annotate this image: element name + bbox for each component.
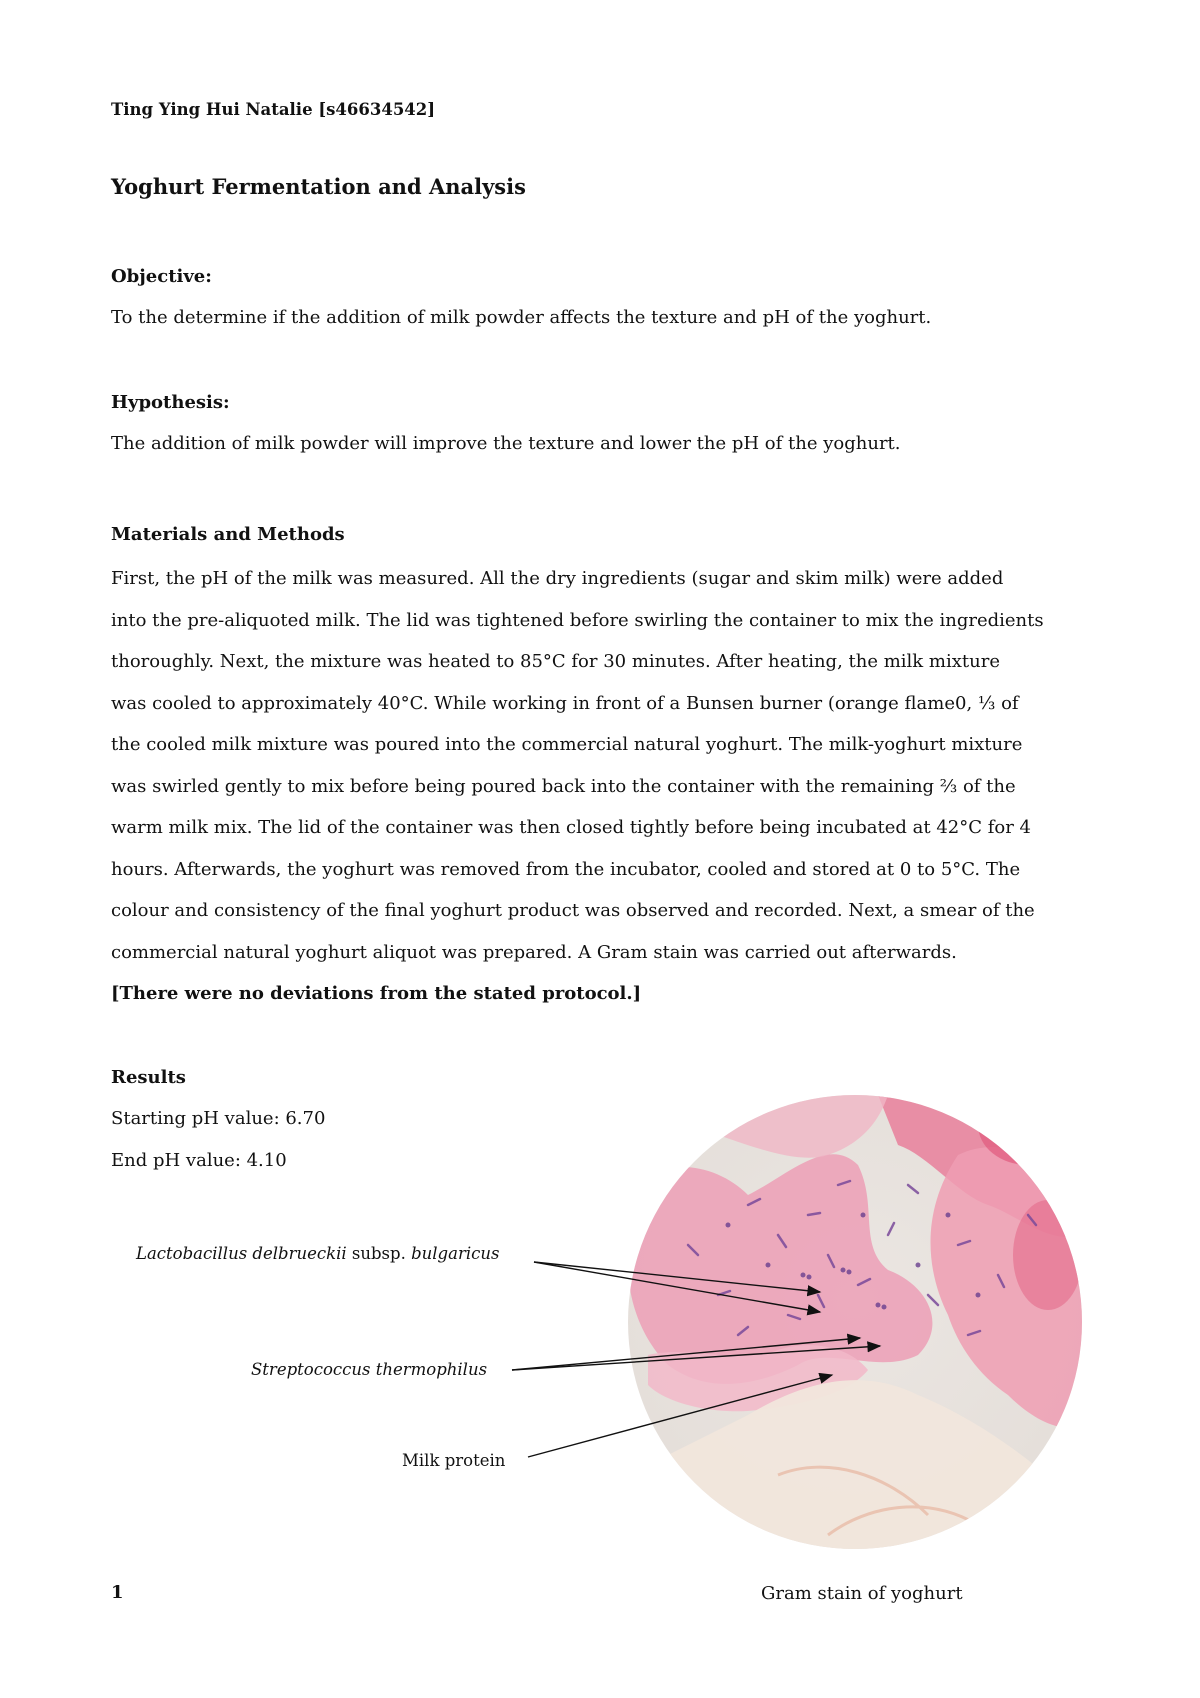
page-number: 1 xyxy=(111,1582,124,1603)
methods-line: thoroughly. Next, the mixture was heated to 85°C for 30 minutes. After heating, the milk mixture xyxy=(111,651,1000,672)
label-streptococcus: Streptococcus thermophilus xyxy=(251,1360,488,1379)
document-title: Yoghurt Fermentation and Analysis xyxy=(111,174,526,199)
methods-line: colour and consistency of the final yoghurt product was observed and recorded. Next, a smear of the xyxy=(111,900,1035,921)
methods-body xyxy=(111,558,1111,1015)
figure-caption: Gram stain of yoghurt xyxy=(761,1583,963,1604)
hypothesis-heading: Hypothesis: xyxy=(111,392,230,413)
methods-line: First, the pH of the milk was measured. All the dry ingredients (sugar and skim milk) were added xyxy=(111,568,1004,589)
methods-heading: Materials and Methods xyxy=(111,524,345,545)
methods-line: was swirled gently to mix before being poured back into the container with the remaining ⅔ of the xyxy=(111,775,1016,797)
objective-text: To the determine if the addition of milk powder affects the texture and pH of the yoghurt. xyxy=(111,307,932,328)
methods-line: warm milk mix. The lid of the container was then closed tightly before being incubated at 42°C for 4 xyxy=(111,817,1031,838)
author-line: Ting Ying Hui Natalie [s46634542] xyxy=(111,100,436,119)
starting-ph: Starting pH value: 6.70 xyxy=(111,1108,326,1129)
methods-line: was cooled to approximately 40°C. While working in front of a Bunsen burner (orange flame0, ⅓ of xyxy=(111,692,1019,714)
hypothesis-text: The addition of milk powder will improve the texture and lower the pH of the yoghurt. xyxy=(111,433,901,454)
label-lactobacillus-variant: bulgaricus xyxy=(411,1244,500,1263)
end-ph: End pH value: 4.10 xyxy=(111,1150,287,1171)
gram-stain-micrograph xyxy=(628,1095,1082,1549)
protocol-note: [There were no deviations from the stated protocol.] xyxy=(111,983,642,1004)
label-lactobacillus-subsp: subsp. xyxy=(346,1244,412,1263)
label-lactobacillus xyxy=(136,1244,499,1263)
objective-heading: Objective: xyxy=(111,266,212,287)
label-lactobacillus-genus: Lactobacillus delbrueckii xyxy=(136,1244,347,1263)
methods-line: into the pre-aliquoted milk. The lid was tightened before swirling the container to mix the ingredients xyxy=(111,609,1044,631)
methods-line: hours. Afterwards, the yoghurt was removed from the incubator, cooled and stored at 0 to 5°C. The xyxy=(111,858,1021,880)
label-milk-protein: Milk protein xyxy=(402,1451,506,1470)
methods-line: the cooled milk mixture was poured into the commercial natural yoghurt. The milk-yoghurt mixture xyxy=(111,734,1023,755)
methods-line: commercial natural yoghurt aliquot was prepared. A Gram stain was carried out afterwards. xyxy=(111,941,957,963)
results-heading: Results xyxy=(111,1067,186,1088)
